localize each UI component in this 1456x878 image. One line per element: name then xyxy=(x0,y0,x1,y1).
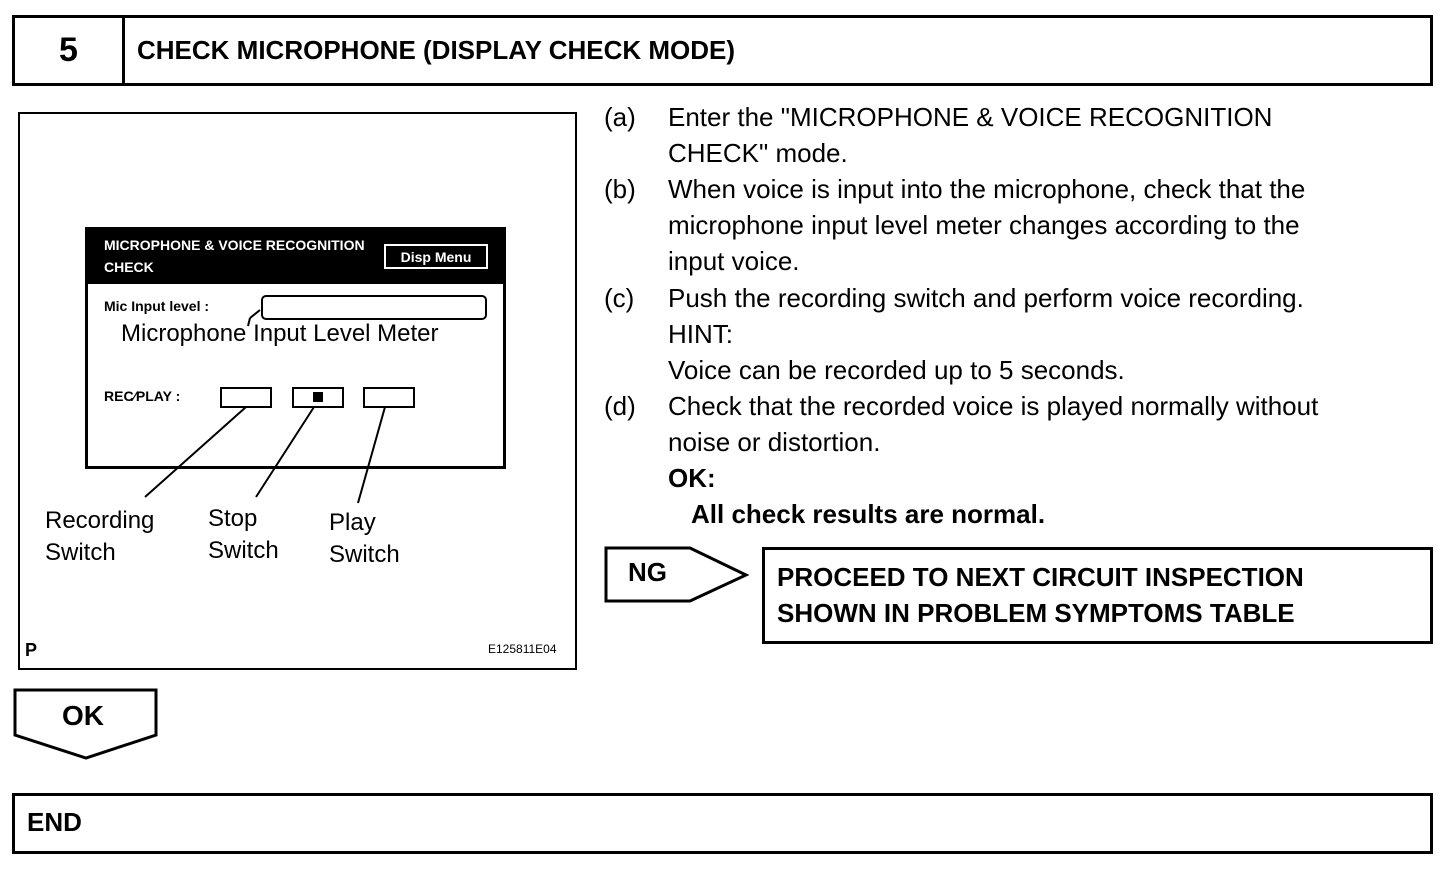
figure-corner-letter: P xyxy=(25,640,38,660)
step-a-label: (a) xyxy=(604,102,636,132)
recording-switch-label-2: Switch xyxy=(45,539,116,566)
ok-label: OK xyxy=(62,700,104,731)
ng-label: NG xyxy=(628,557,667,587)
step-b-line1: When voice is input into the microphone, check that the xyxy=(668,174,1306,204)
step-d-label: (d) xyxy=(604,391,636,421)
step-b-line2: microphone input level meter changes according to the xyxy=(668,210,1300,240)
step-number: 5 xyxy=(15,18,125,83)
end-box xyxy=(12,793,1433,854)
ng-result-line1: PROCEED TO NEXT CIRCUIT INSPECTION xyxy=(777,562,1304,592)
step-d-line1: Check that the recorded voice is played normally without xyxy=(668,391,1319,421)
step-c-label: (c) xyxy=(604,283,635,313)
screen-title-line2: CHECK xyxy=(104,259,154,275)
ng-result-line2: SHOWN IN PROBLEM SYMPTOMS TABLE xyxy=(777,598,1295,628)
step-c-line1: Push the recording switch and perform voice recording. xyxy=(668,283,1304,313)
step-b-label: (b) xyxy=(604,174,636,204)
ng-result-box xyxy=(762,547,1433,644)
step-b-line3: input voice. xyxy=(668,246,800,276)
stop-switch-label-1: Stop xyxy=(208,505,258,532)
step-a-line2: CHECK" mode. xyxy=(668,138,848,168)
step-c-hint: HINT: xyxy=(668,319,733,349)
stop-switch-label-2: Switch xyxy=(208,537,279,564)
ok-criteria: All check results are normal. xyxy=(691,499,1046,529)
rec-play-label: REC∕PLAY : xyxy=(104,388,181,404)
step-a-line1: Enter the "MICROPHONE & VOICE RECOGNITION xyxy=(668,102,1273,132)
recording-switch-label-1: Recording xyxy=(45,507,155,534)
step-c-line3: Voice can be recorded up to 5 seconds. xyxy=(668,355,1125,385)
ng-arrow-icon xyxy=(606,548,746,601)
meter-caption: Microphone Input Level Meter xyxy=(121,320,439,347)
step-title: CHECK MICROPHONE (DISPLAY CHECK MODE) xyxy=(137,35,736,65)
figure-code: E125811E04 xyxy=(488,642,557,656)
play-switch-label-1: Play xyxy=(329,509,376,536)
end-label: END xyxy=(27,807,82,837)
play-switch-label-2: Switch xyxy=(329,541,400,568)
mic-input-level-label: Mic Input level : xyxy=(104,298,210,314)
disp-menu-button: Disp Menu xyxy=(384,244,488,269)
ok-heading: OK: xyxy=(668,463,716,493)
step-d-line2: noise or distortion. xyxy=(668,427,881,457)
screen-title-line1: MICROPHONE & VOICE RECOGNITION xyxy=(104,237,365,253)
